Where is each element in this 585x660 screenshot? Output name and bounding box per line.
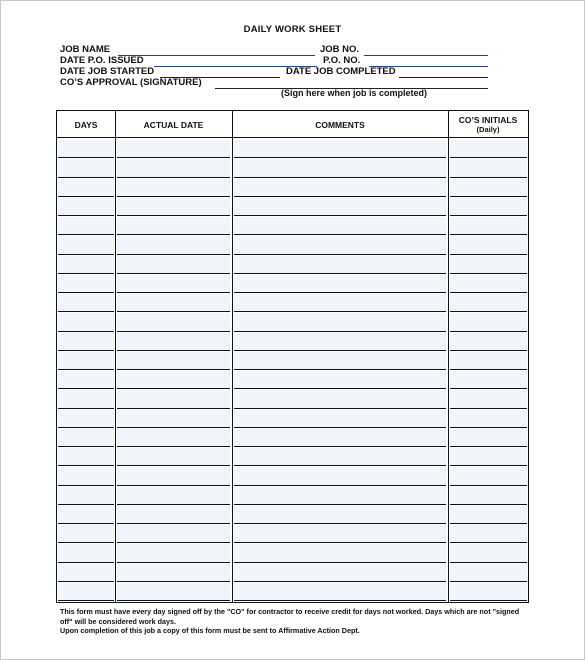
comments-cell[interactable] (234, 313, 446, 331)
footer-note-submission: Upon completion of this job a copy of this form must be sent to Affirmative Action Dept. (60, 626, 360, 635)
col-header-actual-date: ACTUAL DATE (143, 119, 204, 130)
comments-cell[interactable] (234, 294, 446, 312)
comments-cell[interactable] (234, 583, 446, 601)
actual-date-cell[interactable] (117, 506, 230, 524)
cos-initials-cell[interactable] (450, 256, 527, 274)
days-cell[interactable] (58, 371, 114, 389)
days-cell[interactable] (58, 294, 114, 312)
cos-initials-cell[interactable] (450, 410, 527, 428)
actual-date-cell[interactable] (117, 256, 230, 274)
comments-cell[interactable] (234, 429, 446, 447)
actual-date-cell[interactable] (117, 198, 230, 216)
date-po-issued-label: DATE P.O. ISSUED (60, 55, 144, 66)
cos-initials-cell[interactable] (450, 352, 527, 370)
col-header-comments: COMMENTS (315, 119, 365, 130)
comments-cell[interactable] (234, 140, 446, 158)
days-cell[interactable] (58, 313, 114, 331)
date-job-completed-label: DATE JOB COMPLETED (286, 66, 396, 77)
days-cell[interactable] (58, 256, 114, 274)
comments-cell[interactable] (234, 467, 446, 485)
cos-initials-cell[interactable] (450, 371, 527, 389)
date-job-completed-line[interactable] (399, 77, 488, 78)
actual-date-cell[interactable] (117, 179, 230, 197)
actual-date-cell[interactable] (117, 140, 230, 158)
col-header-cos-initials (448, 111, 528, 138)
job-no-line[interactable] (364, 55, 488, 56)
cos-initials-cell[interactable] (450, 525, 527, 543)
comments-cell[interactable] (234, 506, 446, 524)
days-cell[interactable] (58, 179, 114, 197)
comments-cell[interactable] (234, 371, 446, 389)
days-cell[interactable] (58, 506, 114, 524)
comments-cell[interactable] (234, 198, 446, 216)
actual-date-cell[interactable] (117, 410, 230, 428)
comments-cell[interactable] (234, 236, 446, 254)
col-header-days: DAYS (74, 119, 98, 130)
cos-initials-cell[interactable] (450, 544, 527, 562)
comments-cell[interactable] (234, 487, 446, 505)
job-name-line[interactable] (118, 55, 315, 56)
actual-date-cell[interactable] (117, 352, 230, 370)
days-cell[interactable] (58, 410, 114, 428)
cos-initials-cell[interactable] (450, 333, 527, 351)
job-no-label: JOB NO. (320, 44, 360, 55)
comments-cell[interactable] (234, 275, 446, 293)
comments-cell[interactable] (234, 179, 446, 197)
days-cell[interactable] (58, 236, 114, 254)
comments-cell[interactable] (234, 544, 446, 562)
worksheet-table (56, 110, 529, 603)
comments-cell[interactable] (234, 352, 446, 370)
page-title: DAILY WORK SHEET (243, 24, 342, 35)
actual-date-cell[interactable] (117, 448, 230, 466)
days-cell[interactable] (58, 140, 114, 158)
days-cell[interactable] (58, 525, 114, 543)
actual-date-cell[interactable] (117, 275, 230, 293)
actual-date-cell[interactable] (117, 217, 230, 235)
cos-initials-cell[interactable] (450, 198, 527, 216)
actual-date-cell[interactable] (117, 487, 230, 505)
days-cell[interactable] (58, 429, 114, 447)
cos-initials-cell[interactable] (450, 236, 527, 254)
cos-initials-cell[interactable] (450, 564, 527, 582)
days-cell[interactable] (58, 487, 114, 505)
cos-initials-cell[interactable] (450, 467, 527, 485)
po-no-label: P.O. NO. (323, 55, 361, 66)
days-cell[interactable] (58, 583, 114, 601)
footer-note-signoff: This form must have every day signed off by the "CO" for contractor to receive credit for days not worked. Days which are not "signed off" will be considered work days. (60, 607, 520, 626)
comments-cell[interactable] (234, 390, 446, 408)
actual-date-cell[interactable] (117, 544, 230, 562)
header-separator (57, 137, 528, 138)
cos-initials-cell[interactable] (450, 506, 527, 524)
col-divider (115, 111, 116, 602)
cos-initials-cell[interactable] (450, 487, 527, 505)
days-cell[interactable] (58, 217, 114, 235)
actual-date-cell[interactable] (117, 313, 230, 331)
days-cell[interactable] (58, 159, 114, 177)
actual-date-cell[interactable] (117, 333, 230, 351)
days-cell[interactable] (58, 275, 114, 293)
cos-initials-cell[interactable] (450, 294, 527, 312)
actual-date-cell[interactable] (117, 390, 230, 408)
cos-initials-cell[interactable] (450, 429, 527, 447)
comments-cell[interactable] (234, 217, 446, 235)
comments-cell[interactable] (234, 410, 446, 428)
col-divider (232, 111, 233, 602)
comments-cell[interactable] (234, 525, 446, 543)
days-cell[interactable] (58, 390, 114, 408)
actual-date-cell[interactable] (117, 371, 230, 389)
actual-date-cell[interactable] (117, 236, 230, 254)
cos-initials-cell[interactable] (450, 140, 527, 158)
actual-date-cell[interactable] (117, 159, 230, 177)
actual-date-cell[interactable] (117, 467, 230, 485)
date-job-started-label: DATE JOB STARTED (60, 66, 155, 77)
cos-initials-label: CO’S INITIALS (458, 114, 518, 125)
cos-initials-cell[interactable] (450, 217, 527, 235)
cos-initials-cell[interactable] (450, 448, 527, 466)
actual-date-cell[interactable] (117, 564, 230, 582)
comments-cell[interactable] (234, 448, 446, 466)
cos-initials-cell[interactable] (450, 275, 527, 293)
cos-initials-cell[interactable] (450, 583, 527, 601)
cos-initials-cell[interactable] (450, 159, 527, 177)
actual-date-cell[interactable] (117, 294, 230, 312)
cos-initials-sublabel: (Daily) (476, 124, 500, 134)
actual-date-cell[interactable] (117, 429, 230, 447)
days-cell[interactable] (58, 467, 114, 485)
cos-initials-cell[interactable] (450, 313, 527, 331)
comments-cell[interactable] (234, 564, 446, 582)
co-approval-label: CO’S APPROVAL (SIGNATURE) (60, 77, 202, 88)
days-cell[interactable] (58, 564, 114, 582)
comments-cell[interactable] (234, 159, 446, 177)
days-cell[interactable] (58, 352, 114, 370)
footer-notes (60, 607, 530, 636)
days-cell[interactable] (58, 198, 114, 216)
comments-cell[interactable] (234, 333, 446, 351)
sign-here-note: (Sign here when job is completed) (281, 88, 428, 98)
job-name-label: JOB NAME (60, 44, 111, 55)
cos-initials-cell[interactable] (450, 390, 527, 408)
comments-cell[interactable] (234, 256, 446, 274)
days-cell[interactable] (58, 448, 114, 466)
actual-date-cell[interactable] (117, 583, 230, 601)
actual-date-cell[interactable] (117, 525, 230, 543)
cos-initials-cell[interactable] (450, 179, 527, 197)
days-cell[interactable] (58, 544, 114, 562)
days-cell[interactable] (58, 333, 114, 351)
col-divider (448, 111, 449, 602)
